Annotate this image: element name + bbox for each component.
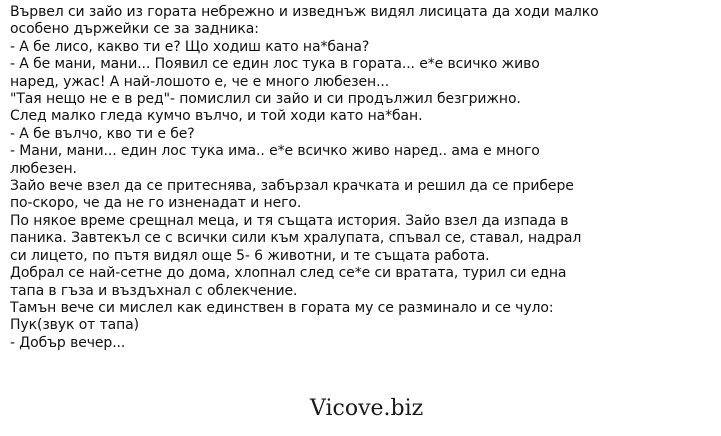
joke-text: [10, 4, 710, 352]
text-line: - Добър вечер...: [10, 334, 126, 351]
text-line: си лицето, по пътя видял още 5- 6 животни, и те същата работа.: [10, 247, 490, 264]
text-line: - А бе лисо, какво ти е? Що ходиш като на*бана?: [10, 38, 370, 55]
text-line: Зайо вече взел да се притеснява, забързал крачката и решил да се прибере: [10, 178, 574, 195]
text-line: По някое време срещнал меца, и тя същата история. Зайо взел да изпада в: [10, 212, 569, 229]
text-line: - А бе вълчо, кво ти е бе?: [10, 125, 195, 142]
text-line: "Тая нещо не е в ред"- помислил си зайо и си продължил безгрижно.: [10, 91, 521, 108]
site-watermark: Vicove.biz: [310, 396, 424, 421]
text-line: наред, ужас! А най-лошото е, че е много любезен...: [10, 73, 390, 90]
text-line: Тамън вече си мислел как единствен в гората му се разминало и се чуло:: [10, 299, 554, 316]
text-line: - А бе мани, мани... Появил се един лос тука в гората... е*е всичко живо: [10, 56, 540, 73]
text-line: Добрал се най-сетне до дома, хлопнал след се*е си вратата, турил си една: [10, 265, 567, 282]
text-line: Вървел си зайо из гората небрежно и изведнъж видял лисицата да ходи малко: [10, 4, 599, 20]
text-line: паника. Завтекъл се с всички сили към хралупата, спъвал се, ставал, надрал: [10, 230, 582, 247]
text-line: Пук(звук от тапа): [10, 317, 140, 334]
text-line: След малко гледа кумчо вълчо, и той ходи като на*бан.: [10, 108, 423, 125]
text-line: по-скоро, че да не го изненадат и него.: [10, 195, 302, 212]
text-line: особено държейки се за задника:: [10, 21, 259, 38]
text-line: любезен.: [10, 160, 77, 177]
text-line: - Мани, мани... един лос тука има.. е*е всичко живо наред.. ама е много: [10, 143, 540, 160]
text-line: тапа в гъза и въздъхнал с облекчение.: [10, 282, 298, 299]
